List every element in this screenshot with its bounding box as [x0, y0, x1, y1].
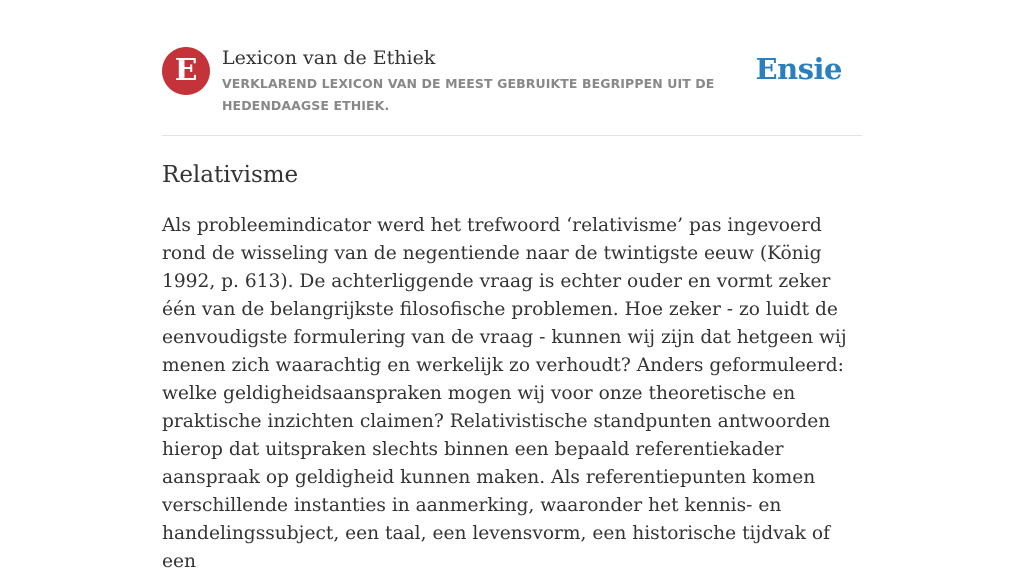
- site-title[interactable]: Lexicon van de Ethiek: [222, 47, 436, 69]
- site-header: [162, 46, 862, 136]
- lexicon-logo-icon[interactable]: E: [162, 47, 210, 95]
- header-divider: [162, 135, 862, 136]
- ensie-brand-logo[interactable]: Ensie: [755, 52, 842, 86]
- article-body: Als probleemindicator werd het trefwoord ‘relativisme’ pas ingevoerd rond de wisseling van de negentiende naar de twintigste eeuw (König 1992, p. 613). De achterliggende vraag is echter ouder en vormt zeker één van de belangrijkste filosofische problemen. Hoe zeker - zo luidt de eenvoudigste formulering van de vraag - kunnen wij zijn dat hetgeen wij menen zich waarachtig en werkelijk zo verhoudt? Anders geformuleerd: welke geldigheidsaanspraken mogen wij voor onze theoretische en praktische inzichten claimen? Relativistische standpunten antwoorden hierop dat uitspraken slechts binnen een bepaald referentiekader aanspraak op geldigheid kunnen maken. Als referentiepunten komen verschillende instanties in aanmerking, waaronder het kennis- en handelingssubject, een taal, een levensvorm, een historische tijdvak of een: [162, 215, 847, 572]
- article-title: Relativisme: [162, 162, 299, 188]
- site-subtitle: VERKLAREND LEXICON VAN DE MEEST GEBRUIKTE BEGRIPPEN UIT DE HEDENDAAGSE ETHIEK.: [222, 76, 715, 113]
